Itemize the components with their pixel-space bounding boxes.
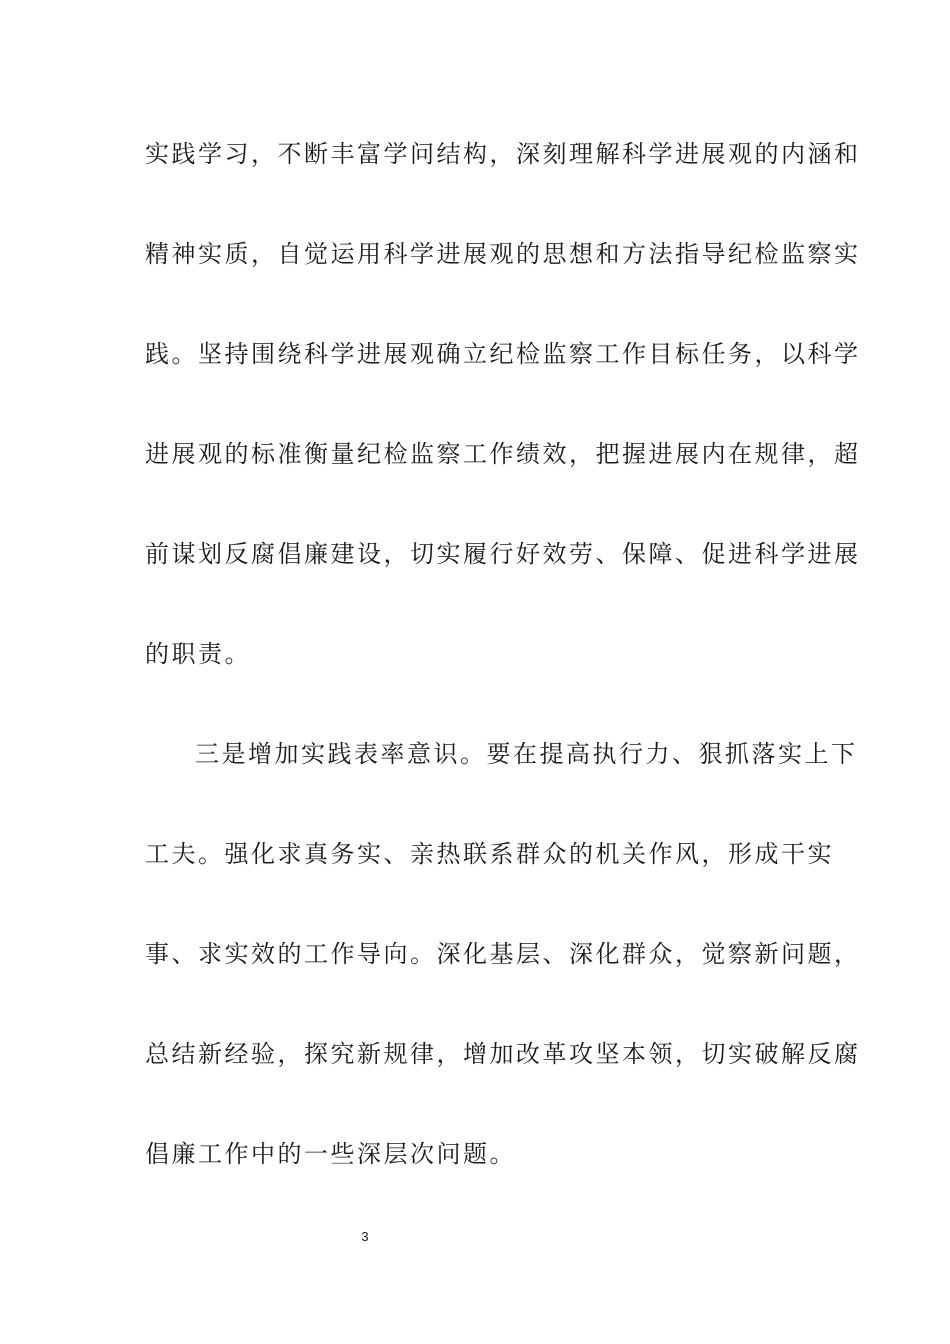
- text-line: 践。坚持围绕科学进展观确立纪检监察工作目标任务，以科学: [145, 340, 861, 368]
- text-line: 进展观的标准衡量纪检监察工作绩效，把握进展内在规律，超: [145, 440, 861, 468]
- text-line: 事、求实效的工作导向。深化基层、深化群众，觉察新问题，: [145, 940, 861, 968]
- page-number: 3: [361, 1229, 369, 1244]
- text-line: 倡廉工作中的一些深层次问题。: [145, 1140, 516, 1168]
- text-line: 实践学习，不断丰富学问结构，深刻理解科学进展观的内涵和: [145, 140, 861, 168]
- text-line: 总结新经验，探究新规律，增加改革攻坚本领，切实破解反腐: [145, 1040, 861, 1068]
- text-line: 前谋划反腐倡廉建设，切实履行好效劳、保障、促进科学进展: [145, 540, 861, 568]
- text-line: 工夫。强化求真务实、亲热联系群众的机关作风，形成干实: [145, 840, 834, 868]
- text-line: 三是增加实践表率意识。要在提高执行力、狠抓落实上下: [195, 740, 858, 768]
- text-line: 的职责。: [145, 640, 251, 668]
- text-line: 精神实质，自觉运用科学进展观的思想和方法指导纪检监察实: [145, 240, 861, 268]
